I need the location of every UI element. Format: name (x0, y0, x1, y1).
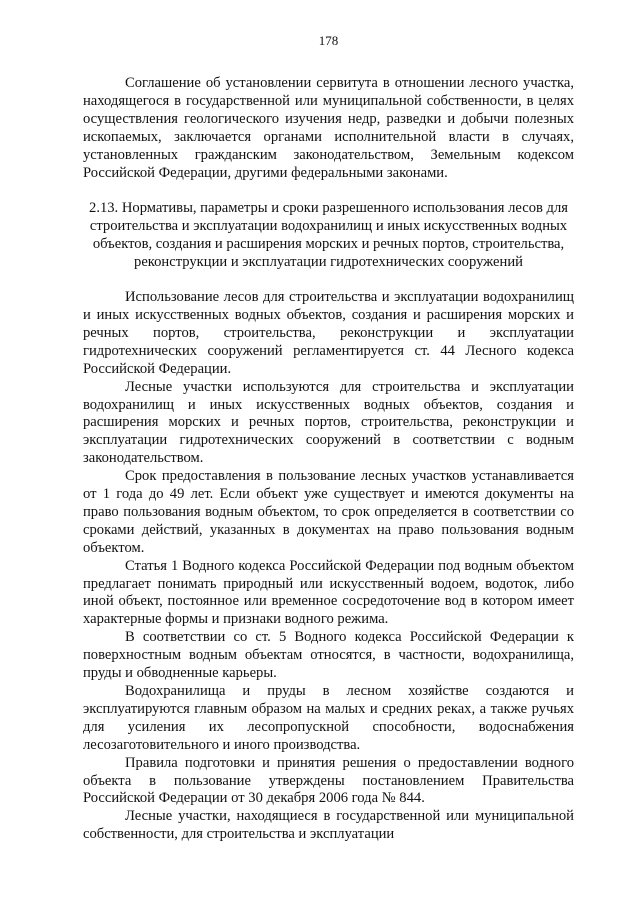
body-paragraph: Использование лесов для строительства и эксплуатации водохранилищ и иных искусственных водных объектов, создания и расширения морских и речных портов, строительства, реконструкции и эксплуатации гидротехнических сооружений регламентируется ст. 44 Лесного кодекса Российской Федерации. (83, 289, 574, 377)
body-paragraph: Статья 1 Водного кодекса Российской Федерации под водным объектом предлагает понимать природный или искусственный водоем, водоток, либо иной объект, постоянное или временное сосредоточение вод в котором имеет характерные формы и признаки водного режима. (83, 557, 574, 628)
body-paragraph: Лесные участки используются для строительства и эксплуатации водохранилищ и иных искусственных водных объектов, создания и расширения морских и речных портов, строительства, реконструкции и эксплуатации гидротехнических сооружений в соответствии с водным законодательством. (83, 378, 574, 467)
page-number: 178 (318, 33, 339, 48)
body-paragraph: В соответствии со ст. 5 Водного кодекса Российской Федерации к поверхностным водным объектам относятся, в частности, водохранилища, пруды и обводненные карьеры. (83, 629, 574, 682)
section-heading: 2.13. Нормативы, параметры и сроки разрешенного использования лесов для строительства и эксплуатации водохранилищ и иных искусственных водных объектов, создания и расширения морских и речных портов, строительства, реконструкции и эксплуатации гидротехнических сооружений (89, 200, 568, 271)
body-paragraph: Водохранилища и пруды в лесном хозяйстве создаются и эксплуатируются главным образом на малых и средних реках, а также ручьях для усиления их лесопропускной способности, водоснабжения лесозаготовительного и иного производства. (83, 683, 574, 753)
intro-paragraph: Соглашение об установлении сервитута в отношении лесного участка, находящегося в государственной или муниципальной собственности, в целях осуществления геологического изучения недр, разведки и добычи полезных ископаемых, заключается органами исполнительной власти в случаях, установленных гражданским законодательством, Земельным кодексом Российской Федерации, другими федеральными законами. (83, 75, 574, 181)
body-paragraph: Правила подготовки и принятия решения о предоставлении водного объекта в пользование утверждены постановлением Правительства Российской Федерации от 30 декабря 2006 года № 844. (83, 754, 574, 807)
body-paragraph: Срок предоставления в пользование лесных участков устанавливается от 1 года до 49 лет. Если объект уже существует и имеются документы на право пользования водным объектом, то срок определяется в соответствии со сроками действий, указанных в документах на право пользования водным объектом. (83, 468, 574, 556)
body-paragraph: Лесные участки, находящиеся в государственной или муниципальной собственности, для строительства и эксплуатации (83, 808, 574, 843)
